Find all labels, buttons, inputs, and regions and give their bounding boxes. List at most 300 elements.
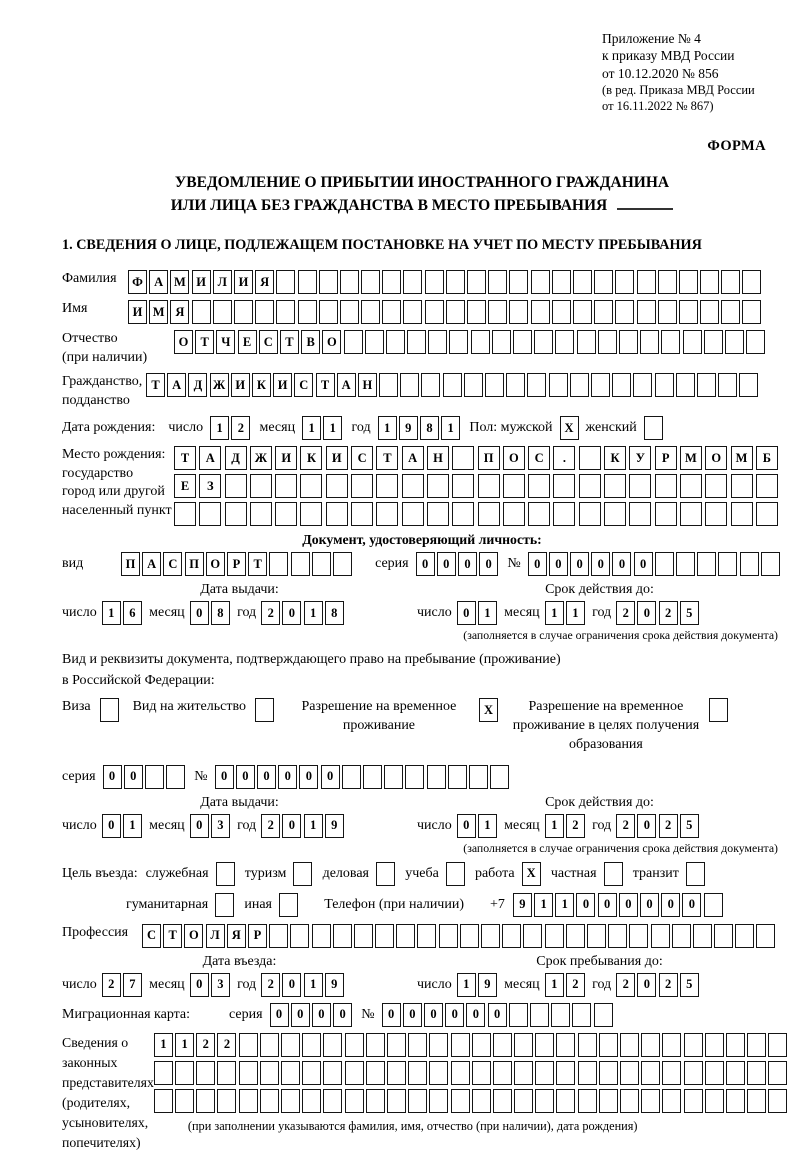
char-cell[interactable] <box>384 765 403 789</box>
char-cell[interactable] <box>345 1089 364 1113</box>
char-cell[interactable]: И <box>275 446 297 470</box>
char-cell[interactable] <box>275 474 297 498</box>
char-cell[interactable] <box>448 765 467 789</box>
temp-residence-education-checkbox[interactable] <box>709 698 728 722</box>
char-cell[interactable] <box>604 474 626 498</box>
char-cell[interactable] <box>549 373 568 397</box>
char-cell[interactable]: 1 <box>441 416 460 440</box>
char-cell[interactable] <box>640 330 659 354</box>
char-cell[interactable]: 1 <box>478 601 497 625</box>
char-cell[interactable] <box>768 1089 787 1113</box>
char-cell[interactable] <box>449 330 468 354</box>
char-cell[interactable] <box>714 924 733 948</box>
char-cell[interactable] <box>599 1089 618 1113</box>
char-cell[interactable] <box>579 502 601 526</box>
char-cell[interactable]: 2 <box>566 814 585 838</box>
char-cell[interactable]: 1 <box>302 416 321 440</box>
char-cell[interactable] <box>260 1061 279 1085</box>
char-cell[interactable] <box>387 1033 406 1057</box>
char-cell[interactable] <box>366 1089 385 1113</box>
char-cell[interactable]: 0 <box>634 552 653 576</box>
char-cell[interactable] <box>464 373 483 397</box>
char-cell[interactable] <box>354 924 373 948</box>
char-cell[interactable]: 8 <box>325 601 344 625</box>
char-cell[interactable] <box>239 1089 258 1113</box>
char-cell[interactable] <box>726 1061 745 1085</box>
char-cell[interactable] <box>326 474 348 498</box>
char-cell[interactable] <box>629 502 651 526</box>
char-cell[interactable]: 0 <box>102 814 121 838</box>
char-cell[interactable]: С <box>163 552 182 576</box>
char-cell[interactable] <box>300 502 322 526</box>
char-cell[interactable]: 0 <box>282 973 301 997</box>
char-cell[interactable] <box>217 1061 236 1085</box>
char-cell[interactable] <box>451 1061 470 1085</box>
char-cell[interactable] <box>166 765 185 789</box>
char-cell[interactable]: 8 <box>420 416 439 440</box>
char-cell[interactable] <box>718 373 737 397</box>
char-cell[interactable]: 0 <box>457 601 476 625</box>
char-cell[interactable] <box>446 300 465 324</box>
char-cell[interactable] <box>260 1089 279 1113</box>
char-cell[interactable]: 0 <box>424 1003 443 1027</box>
char-cell[interactable]: 2 <box>566 973 585 997</box>
char-cell[interactable] <box>523 924 542 948</box>
char-cell[interactable]: Я <box>227 924 246 948</box>
char-cell[interactable]: 0 <box>190 601 209 625</box>
char-cell[interactable]: 0 <box>416 552 435 576</box>
char-cell[interactable] <box>620 1033 639 1057</box>
char-cell[interactable] <box>725 330 744 354</box>
char-cell[interactable]: С <box>142 924 161 948</box>
char-cell[interactable]: И <box>128 300 147 324</box>
char-cell[interactable] <box>403 300 422 324</box>
char-cell[interactable]: 1 <box>154 1033 173 1057</box>
char-cell[interactable] <box>386 330 405 354</box>
char-cell[interactable]: С <box>528 446 550 470</box>
char-cell[interactable]: А <box>199 446 221 470</box>
char-cell[interactable] <box>281 1089 300 1113</box>
char-cell[interactable] <box>700 270 719 294</box>
char-cell[interactable] <box>302 1061 321 1085</box>
char-cell[interactable] <box>439 924 458 948</box>
char-cell[interactable] <box>629 474 651 498</box>
char-cell[interactable] <box>363 765 382 789</box>
char-cell[interactable]: 2 <box>261 973 280 997</box>
char-cell[interactable]: 2 <box>616 814 635 838</box>
char-cell[interactable] <box>578 1033 597 1057</box>
char-cell[interactable] <box>345 1033 364 1057</box>
char-cell[interactable] <box>531 270 550 294</box>
char-cell[interactable] <box>509 1003 528 1027</box>
char-cell[interactable]: 0 <box>282 601 301 625</box>
char-cell[interactable] <box>552 270 571 294</box>
char-cell[interactable]: 1 <box>210 416 229 440</box>
char-cell[interactable] <box>509 270 528 294</box>
char-cell[interactable] <box>620 1089 639 1113</box>
char-cell[interactable]: Т <box>280 330 299 354</box>
char-cell[interactable] <box>402 502 424 526</box>
char-cell[interactable] <box>655 373 674 397</box>
char-cell[interactable]: 1 <box>378 416 397 440</box>
char-cell[interactable]: О <box>206 552 225 576</box>
char-cell[interactable] <box>637 270 656 294</box>
char-cell[interactable] <box>472 1033 491 1057</box>
char-cell[interactable]: 0 <box>576 893 595 917</box>
char-cell[interactable] <box>452 502 474 526</box>
char-cell[interactable]: 0 <box>570 552 589 576</box>
char-cell[interactable]: 0 <box>549 552 568 576</box>
char-cell[interactable] <box>641 1089 660 1113</box>
char-cell[interactable] <box>718 552 737 576</box>
char-cell[interactable] <box>705 1061 724 1085</box>
char-cell[interactable] <box>604 502 626 526</box>
char-cell[interactable]: 2 <box>616 973 635 997</box>
char-cell[interactable] <box>429 1061 448 1085</box>
char-cell[interactable] <box>312 924 331 948</box>
char-cell[interactable]: И <box>192 270 211 294</box>
char-cell[interactable] <box>658 270 677 294</box>
char-cell[interactable] <box>427 765 446 789</box>
char-cell[interactable] <box>387 1061 406 1085</box>
char-cell[interactable]: М <box>680 446 702 470</box>
char-cell[interactable] <box>619 330 638 354</box>
char-cell[interactable] <box>615 300 634 324</box>
char-cell[interactable] <box>154 1089 173 1113</box>
char-cell[interactable] <box>570 373 589 397</box>
char-cell[interactable] <box>488 300 507 324</box>
char-cell[interactable]: 1 <box>457 973 476 997</box>
char-cell[interactable] <box>726 1033 745 1057</box>
char-cell[interactable] <box>662 1033 681 1057</box>
char-cell[interactable] <box>382 270 401 294</box>
char-cell[interactable] <box>651 924 670 948</box>
char-cell[interactable] <box>551 1003 570 1027</box>
char-cell[interactable] <box>290 924 309 948</box>
official-checkbox[interactable] <box>216 862 235 886</box>
char-cell[interactable]: О <box>322 330 341 354</box>
char-cell[interactable] <box>403 270 422 294</box>
char-cell[interactable]: 0 <box>479 552 498 576</box>
char-cell[interactable] <box>481 924 500 948</box>
char-cell[interactable] <box>577 330 596 354</box>
char-cell[interactable] <box>408 1033 427 1057</box>
char-cell[interactable] <box>234 300 253 324</box>
char-cell[interactable] <box>239 1033 258 1057</box>
char-cell[interactable] <box>705 1033 724 1057</box>
char-cell[interactable]: 0 <box>591 552 610 576</box>
char-cell[interactable] <box>637 300 656 324</box>
char-cell[interactable]: Л <box>206 924 225 948</box>
char-cell[interactable] <box>726 1089 745 1113</box>
char-cell[interactable] <box>467 300 486 324</box>
char-cell[interactable] <box>333 924 352 948</box>
char-cell[interactable] <box>608 924 627 948</box>
char-cell[interactable] <box>705 1089 724 1113</box>
char-cell[interactable]: 0 <box>661 893 680 917</box>
char-cell[interactable] <box>250 502 272 526</box>
char-cell[interactable] <box>276 300 295 324</box>
char-cell[interactable]: И <box>326 446 348 470</box>
char-cell[interactable] <box>528 474 550 498</box>
char-cell[interactable] <box>578 1089 597 1113</box>
char-cell[interactable]: С <box>259 330 278 354</box>
char-cell[interactable] <box>260 1033 279 1057</box>
char-cell[interactable]: 9 <box>325 814 344 838</box>
char-cell[interactable]: О <box>184 924 203 948</box>
char-cell[interactable]: 0 <box>637 601 656 625</box>
char-cell[interactable] <box>672 924 691 948</box>
char-cell[interactable] <box>488 270 507 294</box>
char-cell[interactable]: 0 <box>190 973 209 997</box>
char-cell[interactable] <box>514 1033 533 1057</box>
char-cell[interactable] <box>641 1033 660 1057</box>
char-cell[interactable] <box>281 1033 300 1057</box>
char-cell[interactable]: 0 <box>312 1003 331 1027</box>
char-cell[interactable] <box>599 1033 618 1057</box>
char-cell[interactable] <box>705 474 727 498</box>
char-cell[interactable] <box>472 1061 491 1085</box>
char-cell[interactable]: 2 <box>261 814 280 838</box>
char-cell[interactable] <box>340 300 359 324</box>
char-cell[interactable] <box>298 270 317 294</box>
char-cell[interactable] <box>641 1061 660 1085</box>
char-cell[interactable] <box>535 1061 554 1085</box>
char-cell[interactable]: П <box>185 552 204 576</box>
char-cell[interactable]: М <box>149 300 168 324</box>
char-cell[interactable] <box>598 330 617 354</box>
char-cell[interactable] <box>429 1089 448 1113</box>
char-cell[interactable] <box>503 502 525 526</box>
char-cell[interactable] <box>756 474 778 498</box>
char-cell[interactable] <box>662 1089 681 1113</box>
char-cell[interactable] <box>421 373 440 397</box>
char-cell[interactable] <box>679 270 698 294</box>
char-cell[interactable] <box>633 373 652 397</box>
char-cell[interactable]: 0 <box>437 552 456 576</box>
char-cell[interactable] <box>535 1033 554 1057</box>
char-cell[interactable] <box>379 373 398 397</box>
char-cell[interactable] <box>319 270 338 294</box>
char-cell[interactable]: 2 <box>659 601 678 625</box>
char-cell[interactable]: 0 <box>637 814 656 838</box>
char-cell[interactable]: 0 <box>190 814 209 838</box>
char-cell[interactable]: 1 <box>545 973 564 997</box>
char-cell[interactable] <box>276 270 295 294</box>
char-cell[interactable] <box>333 552 352 576</box>
char-cell[interactable] <box>746 330 765 354</box>
char-cell[interactable] <box>731 474 753 498</box>
char-cell[interactable]: Н <box>427 446 449 470</box>
char-cell[interactable] <box>175 1061 194 1085</box>
private-checkbox[interactable] <box>604 862 623 886</box>
char-cell[interactable] <box>269 552 288 576</box>
char-cell[interactable] <box>376 474 398 498</box>
char-cell[interactable]: 0 <box>236 765 255 789</box>
char-cell[interactable] <box>351 474 373 498</box>
study-checkbox[interactable] <box>446 862 465 886</box>
char-cell[interactable]: 0 <box>598 893 617 917</box>
char-cell[interactable]: Т <box>146 373 165 397</box>
char-cell[interactable] <box>323 1089 342 1113</box>
char-cell[interactable]: 9 <box>325 973 344 997</box>
char-cell[interactable] <box>768 1033 787 1057</box>
char-cell[interactable]: О <box>174 330 193 354</box>
char-cell[interactable] <box>291 552 310 576</box>
char-cell[interactable]: 0 <box>124 765 143 789</box>
char-cell[interactable]: П <box>121 552 140 576</box>
char-cell[interactable] <box>451 1089 470 1113</box>
char-cell[interactable]: А <box>149 270 168 294</box>
char-cell[interactable] <box>742 270 761 294</box>
char-cell[interactable]: Т <box>174 446 196 470</box>
char-cell[interactable] <box>323 1061 342 1085</box>
char-cell[interactable]: 2 <box>659 973 678 997</box>
char-cell[interactable]: 1 <box>323 416 342 440</box>
char-cell[interactable] <box>747 1089 766 1113</box>
char-cell[interactable] <box>408 1061 427 1085</box>
char-cell[interactable] <box>756 924 775 948</box>
char-cell[interactable]: И <box>273 373 292 397</box>
char-cell[interactable]: Д <box>225 446 247 470</box>
char-cell[interactable] <box>175 1089 194 1113</box>
char-cell[interactable]: 9 <box>399 416 418 440</box>
char-cell[interactable] <box>217 1089 236 1113</box>
char-cell[interactable] <box>460 924 479 948</box>
char-cell[interactable] <box>427 502 449 526</box>
char-cell[interactable] <box>531 300 550 324</box>
char-cell[interactable] <box>506 373 525 397</box>
char-cell[interactable] <box>452 474 474 498</box>
work-checkbox[interactable]: X <box>522 862 541 886</box>
char-cell[interactable]: О <box>705 446 727 470</box>
char-cell[interactable]: З <box>199 474 221 498</box>
char-cell[interactable]: И <box>234 270 253 294</box>
char-cell[interactable]: 1 <box>304 814 323 838</box>
char-cell[interactable]: Р <box>227 552 246 576</box>
char-cell[interactable] <box>552 300 571 324</box>
char-cell[interactable]: Т <box>163 924 182 948</box>
char-cell[interactable] <box>553 474 575 498</box>
char-cell[interactable] <box>747 1061 766 1085</box>
char-cell[interactable] <box>302 1033 321 1057</box>
char-cell[interactable] <box>446 270 465 294</box>
char-cell[interactable]: 0 <box>637 973 656 997</box>
char-cell[interactable] <box>594 1003 613 1027</box>
char-cell[interactable] <box>326 502 348 526</box>
char-cell[interactable] <box>396 924 415 948</box>
char-cell[interactable] <box>676 552 695 576</box>
char-cell[interactable]: 0 <box>278 765 297 789</box>
char-cell[interactable]: Р <box>248 924 267 948</box>
char-cell[interactable]: 1 <box>478 814 497 838</box>
char-cell[interactable] <box>556 1033 575 1057</box>
char-cell[interactable]: М <box>170 270 189 294</box>
char-cell[interactable] <box>612 373 631 397</box>
char-cell[interactable] <box>213 300 232 324</box>
char-cell[interactable]: М <box>731 446 753 470</box>
char-cell[interactable] <box>493 1061 512 1085</box>
char-cell[interactable] <box>700 300 719 324</box>
char-cell[interactable] <box>427 474 449 498</box>
char-cell[interactable]: Т <box>316 373 335 397</box>
visa-checkbox[interactable] <box>100 698 119 722</box>
char-cell[interactable]: Т <box>195 330 214 354</box>
char-cell[interactable] <box>579 474 601 498</box>
char-cell[interactable]: Ф <box>128 270 147 294</box>
char-cell[interactable] <box>493 1089 512 1113</box>
char-cell[interactable] <box>655 552 674 576</box>
char-cell[interactable]: 7 <box>123 973 142 997</box>
char-cell[interactable] <box>425 270 444 294</box>
char-cell[interactable]: Е <box>238 330 257 354</box>
char-cell[interactable]: 0 <box>299 765 318 789</box>
char-cell[interactable] <box>402 474 424 498</box>
humanitarian-checkbox[interactable] <box>215 893 234 917</box>
char-cell[interactable]: 0 <box>457 814 476 838</box>
char-cell[interactable] <box>192 300 211 324</box>
char-cell[interactable] <box>408 1089 427 1113</box>
char-cell[interactable]: 1 <box>555 893 574 917</box>
char-cell[interactable]: 2 <box>231 416 250 440</box>
char-cell[interactable] <box>342 765 361 789</box>
char-cell[interactable] <box>578 1061 597 1085</box>
char-cell[interactable]: Ж <box>210 373 229 397</box>
char-cell[interactable] <box>655 502 677 526</box>
char-cell[interactable]: 3 <box>211 973 230 997</box>
char-cell[interactable] <box>527 373 546 397</box>
char-cell[interactable]: Я <box>170 300 189 324</box>
char-cell[interactable]: С <box>351 446 373 470</box>
char-cell[interactable] <box>472 1089 491 1113</box>
char-cell[interactable] <box>323 1033 342 1057</box>
char-cell[interactable]: 9 <box>513 893 532 917</box>
char-cell[interactable] <box>344 330 363 354</box>
char-cell[interactable] <box>239 1061 258 1085</box>
char-cell[interactable] <box>302 1089 321 1113</box>
char-cell[interactable] <box>655 474 677 498</box>
char-cell[interactable] <box>705 502 727 526</box>
char-cell[interactable]: . <box>553 446 575 470</box>
char-cell[interactable] <box>679 300 698 324</box>
char-cell[interactable] <box>351 502 373 526</box>
char-cell[interactable]: И <box>231 373 250 397</box>
char-cell[interactable]: К <box>604 446 626 470</box>
char-cell[interactable] <box>281 1061 300 1085</box>
char-cell[interactable] <box>684 1061 703 1085</box>
char-cell[interactable] <box>492 330 511 354</box>
char-cell[interactable] <box>534 330 553 354</box>
char-cell[interactable] <box>721 300 740 324</box>
char-cell[interactable]: 1 <box>304 973 323 997</box>
char-cell[interactable] <box>620 1061 639 1085</box>
char-cell[interactable] <box>509 300 528 324</box>
char-cell[interactable]: 0 <box>612 552 631 576</box>
temp-residence-checkbox[interactable]: X <box>479 698 498 722</box>
char-cell[interactable]: 0 <box>640 893 659 917</box>
char-cell[interactable] <box>704 330 723 354</box>
char-cell[interactable] <box>680 502 702 526</box>
char-cell[interactable] <box>467 270 486 294</box>
char-cell[interactable] <box>361 300 380 324</box>
char-cell[interactable] <box>594 300 613 324</box>
char-cell[interactable] <box>658 300 677 324</box>
char-cell[interactable]: 0 <box>382 1003 401 1027</box>
char-cell[interactable] <box>469 765 488 789</box>
char-cell[interactable]: 2 <box>217 1033 236 1057</box>
residence-permit-checkbox[interactable] <box>255 698 274 722</box>
char-cell[interactable] <box>684 1033 703 1057</box>
